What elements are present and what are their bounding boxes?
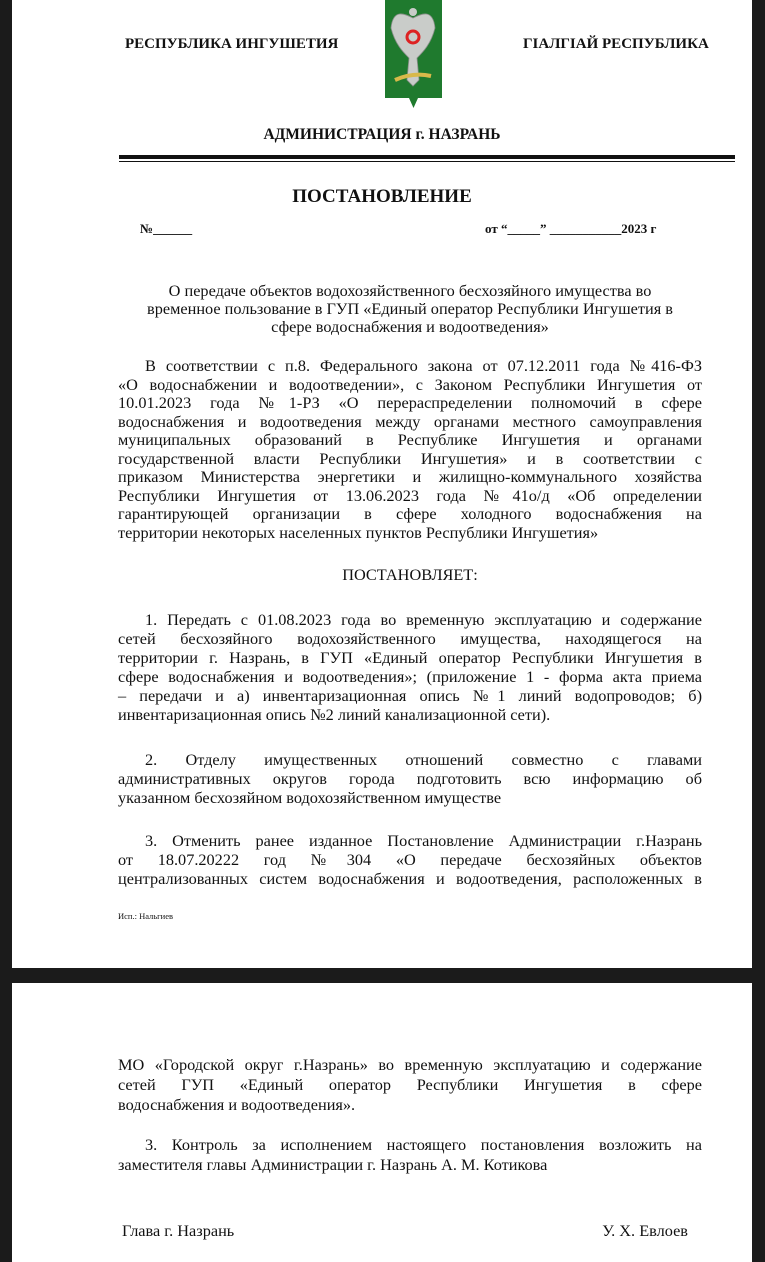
- item3-line: от 18.07.20222 год №304 «О передаче бесхозяйных объектов: [118, 850, 702, 869]
- control-line: 3. Контроль за исполнением настоящего постановления возложить на: [145, 1135, 702, 1154]
- administration-name: АДМИНИСТРАЦИЯ г. НАЗРАНЬ: [263, 126, 501, 143]
- document-type: ПОСТАНОВЛЕНИЕ: [292, 186, 472, 207]
- header-right: ГIАЛГIАЙ РЕСПУБЛИКА: [523, 36, 709, 52]
- item2-line: 2. Отделу имущественных отношений совместно с главами: [145, 750, 702, 769]
- document-page-2: [12, 983, 752, 1262]
- header-rule-thick: [119, 155, 735, 159]
- header-left: РЕСПУБЛИКА ИНГУШЕТИЯ: [125, 36, 339, 52]
- document-page-1: [12, 0, 752, 968]
- item1-line: территории г. Назрань, в ГУП «Единый оператор Республики Ингушетия в: [118, 648, 702, 667]
- preamble-line: муниципальных образований в Республике Ингушетия и органами: [118, 430, 702, 449]
- title-line: временное пользование в ГУП «Единый оператор Республики Ингушетия в: [147, 299, 673, 318]
- coat-of-arms-icon: [385, 0, 442, 110]
- continuation-line: сетей ГУП «Единый оператор Республики Ингушетия в сфере: [118, 1075, 702, 1094]
- preamble-line: государственной власти Республики Ингушетия» и в соответствии с: [118, 448, 702, 468]
- signature-name: У. Х. Евлоев: [602, 1221, 688, 1240]
- preamble-line: Республики Ингушетия от 13.06.2023 года №41о/д «Об определении: [118, 485, 702, 505]
- item1-line: инвентаризационная опись №2 линий канализационной сети).: [118, 705, 551, 724]
- item1-line: сетей бесхозяйного водохозяйственного имущества, находящегося на: [118, 629, 702, 648]
- document-number: №______: [140, 221, 193, 236]
- item1-line: сфере водоснабжения и водоотведения»; (приложение 1 - форма акта приема: [118, 667, 702, 686]
- item1-line: – передачи и а) инвентаризационная опись №1 линий водопроводов; б): [118, 686, 702, 705]
- continuation-line: МО «Городской округ г.Назрань» во временную эксплуатацию и содержание: [118, 1055, 702, 1074]
- title-line: сфере водоснабжения и водоотведения»: [271, 317, 549, 336]
- preamble-line: 10.01.2023 года №1-РЗ «О перераспределении полномочий в сфере: [118, 393, 702, 412]
- continuation-line: водоснабжения и водоотведения».: [118, 1095, 356, 1114]
- document-date: от “_____” ___________2023 г: [485, 221, 657, 236]
- item2-line: административных округов города подготовить всю информацию об: [118, 769, 702, 788]
- control-line: заместителя главы Администрации г. Назрань А. М. Котикова: [118, 1155, 548, 1174]
- title-line: О передаче объектов водохозяйственного бесхозяйного имущества во: [168, 281, 652, 300]
- signature-position: Глава г. Назрань: [122, 1221, 235, 1240]
- item3-line: централизованных систем водоснабжения и водоотведения, расположенных в: [118, 869, 702, 888]
- preamble-line: В соответствии с п.8. Федерального закона от 07.12.2011 года №416-ФЗ: [145, 356, 702, 375]
- resolves-heading: ПОСТАНОВЛЯЕТ:: [342, 565, 478, 584]
- item2-line: указанном бесхозяйном водохозяйственном имуществе: [118, 788, 502, 807]
- preamble-line: территории некоторых населенных пунктов Республики Ингушетия»: [118, 522, 599, 542]
- preamble-line: гарантирующей организации в сфере холодного водоснабжения на: [118, 504, 702, 523]
- executor-note: Исп.: Нальгиев: [118, 911, 173, 921]
- preamble-line: водоснабжения и водоотведения между органами местного самоуправления: [118, 411, 702, 431]
- preamble-line: приказом Министерства энергетики и жилищно-коммунального хозяйства: [118, 467, 702, 486]
- header-rule-thin: [119, 161, 735, 162]
- item1-line: 1. Передать с 01.08.2023 года во временную эксплуатацию и содержание: [145, 610, 702, 629]
- item3-line: 3. Отменить ранее изданное Постановление Администрации г.Назрань: [145, 831, 702, 850]
- preamble-line: «О водоснабжении и водоотведении», с Законом Республики Ингушетия от: [118, 374, 702, 394]
